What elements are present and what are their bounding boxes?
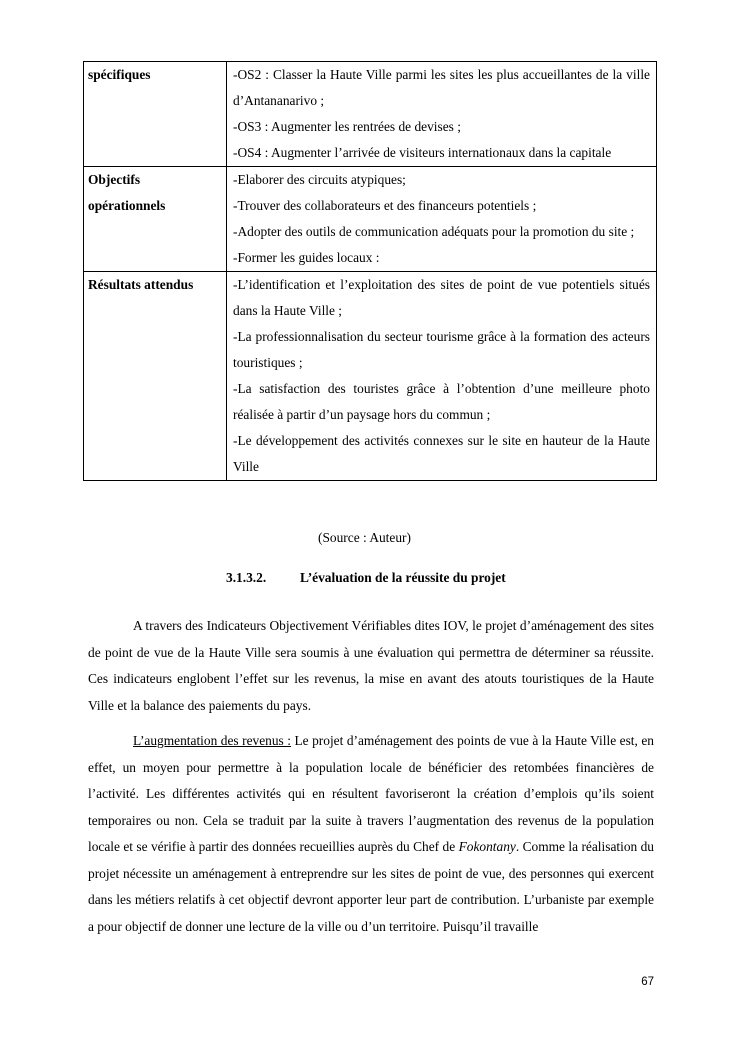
row-line: -OS2 : Classer la Haute Ville parmi les sites les plus accueillantes de la ville d’Antananarivo ; bbox=[233, 67, 650, 108]
row-line: -Former les guides locaux : bbox=[233, 250, 380, 265]
row-line: -Trouver des collaborateurs et des financeurs potentiels ; bbox=[233, 198, 537, 213]
objectives-table bbox=[83, 61, 657, 481]
row-label: Résultats attendus bbox=[84, 272, 227, 481]
paragraph-2 bbox=[88, 728, 654, 940]
row-content bbox=[227, 272, 657, 481]
paragraph-1 bbox=[88, 613, 654, 719]
table-row bbox=[84, 167, 657, 272]
row-line: -OS4 : Augmenter l’arrivée de visiteurs internationaux dans la capitale bbox=[233, 145, 612, 160]
paragraph-1-text: A travers des Indicateurs Objectivement Vérifiables dites IOV, le projet d’aménagement des sites de point de vue de la Haute Ville sera soumis à une évaluation qui permettra de déterminer sa réussite. Ces indicateurs englobent l’effet sur les revenus, la mise en avant des atouts touristiques de la Haute Ville et la balance des paiements du pays. bbox=[88, 618, 654, 713]
row-line: -Elaborer des circuits atypiques; bbox=[233, 172, 406, 187]
table-row bbox=[84, 272, 657, 481]
row-content bbox=[227, 62, 657, 167]
section-heading bbox=[226, 570, 506, 586]
row-line: -OS3 : Augmenter les rentrées de devises ; bbox=[233, 119, 461, 134]
row-line: -Adopter des outils de communication adéquats pour la promotion du site ; bbox=[233, 224, 635, 239]
row-label: Objectifs opérationnels bbox=[84, 167, 227, 272]
paragraph-2-text-before: Le projet d’aménagement des points de vue à la Haute Ville est, en effet, un moyen pour permettre à la population locale de bénéficier des retombées financières de l’activité. Les différentes activités qui en résultent favoriseront la création d’emplois qu’ils soient temporaires ou non. Cela se traduit par la suite à travers l’augmentation des revenus de la population locale et se vérifie à partir des données recueillies auprès du Chef de bbox=[88, 733, 654, 854]
table-source: (Source : Auteur) bbox=[318, 530, 411, 545]
section-title: L’évaluation de la réussite du projet bbox=[300, 570, 506, 585]
row-line: -La professionnalisation du secteur tourisme grâce à la formation des acteurs touristiques ; bbox=[233, 329, 650, 370]
row-line: -La satisfaction des touristes grâce à l’obtention d’une meilleure photo réalisée à partir d’un paysage hors du commun ; bbox=[233, 381, 650, 422]
row-label: spécifiques bbox=[84, 62, 227, 167]
paragraph-2-italic: Fokontany bbox=[458, 839, 516, 854]
paragraph-2-text-after: . Comme la réalisation du projet nécessite un aménagement à entreprendre sur les sites de point de vue, des personnes qui exercent dans les métiers relatifs à cet objectif devront apporter leur part de contribution. L’urbaniste par exemple a pour objectif de donner une lecture de la ville ou d’un territoire. Puisqu’il travaille bbox=[88, 839, 655, 934]
page-number: 67 bbox=[641, 976, 654, 988]
row-line: -Le développement des activités connexes sur le site en hauteur de la Haute Ville bbox=[233, 433, 650, 474]
section-number: 3.1.3.2. bbox=[226, 570, 267, 585]
paragraph-2-heading: L’augmentation des revenus : bbox=[133, 733, 291, 748]
row-content bbox=[227, 167, 657, 272]
row-line: -L’identification et l’exploitation des sites de point de vue potentiels situés dans la Haute Ville ; bbox=[233, 277, 650, 318]
table-row bbox=[84, 62, 657, 167]
